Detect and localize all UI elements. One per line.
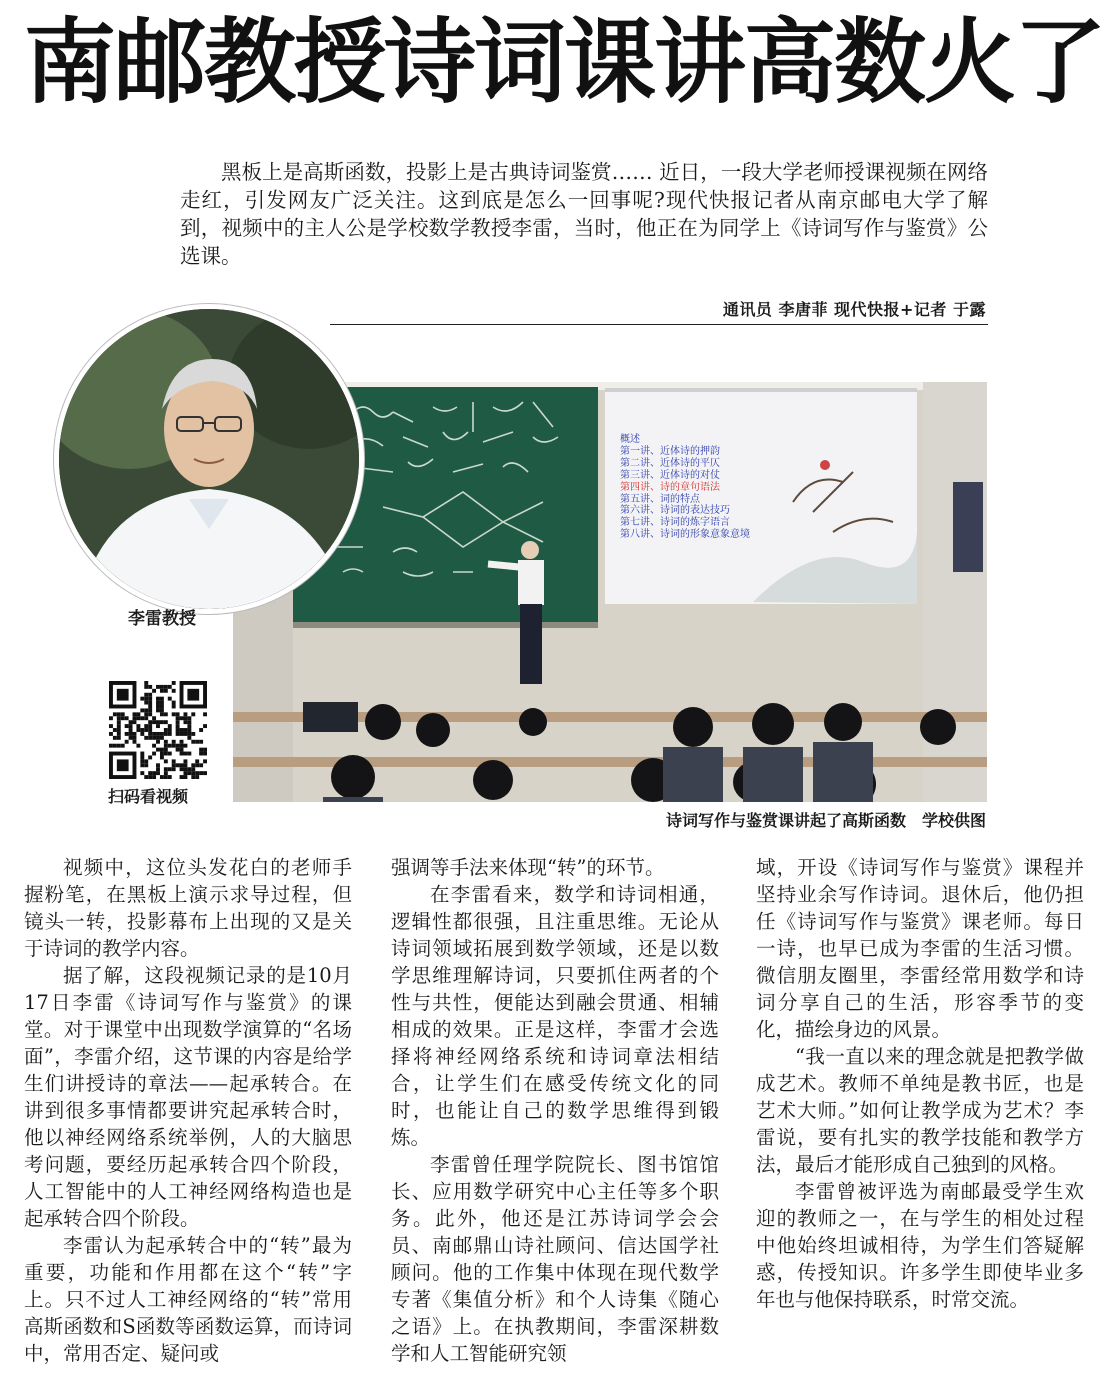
caption-qr: 扫码看视频 bbox=[108, 787, 189, 806]
body-column-3 bbox=[756, 854, 1084, 1313]
column-1-paragraph-3: 李雷认为起承转合中的“转”最为重要，功能和作用都在这个“转”字上。只不过人工神经网络的“转”常用高斯函数和S函数等函数运算，而诗词中，常用否定、疑问或 bbox=[24, 1234, 352, 1365]
lede: 黑板上是高斯函数，投影上是古典诗词鉴赏…… 近日，一段大学老师授课视频在网络走红，引发网友广泛关注。这到底是怎么一回事呢?现代快报记者从南京邮电大学了解到，视频中的主人公是学校数学教授李雷，当时，他正在为同学上《诗词写作与鉴赏》公选课。 bbox=[180, 160, 988, 268]
column-3-paragraph-1: 域，开设《诗词写作与鉴赏》课程并坚持业余写作诗词。退休后，他仍担任《诗词写作与鉴赏》课老师。每日一诗，也早已成为李雷的生活习惯。微信朋友圈里，李雷经常用数学和诗词分享自己的生活，形容季节的变化，描绘身边的风景。 bbox=[756, 856, 1084, 1041]
slide-items bbox=[620, 446, 820, 541]
slide-item: 第四讲、诗的章句语法 bbox=[620, 481, 720, 493]
column-2-paragraph-3: 李雷曾任理学院院长、图书馆馆长、应用数学研究中心主任等多个职务。此外，他还是江苏诗词学会会员、南邮鼎山诗社顾问、信达国学社顾问。他的工作集中体现在现代数学专著《集值分析》和个人诗集《随心之语》上。在执教期间，李雷深耕数学和人工智能研究领 bbox=[391, 1153, 719, 1365]
column-2-paragraph-2: 在李雷看来，数学和诗词相通，逻辑性都很强，且注重思维。无论从诗词领域拓展到数学领域，还是以数学思维理解诗词，只要抓住两者的个性与共性，便能达到融会贯通、相辅相成的效果。正是这样，李雷才会选择将神经网络系统和诗词章法相结合，让学生们在感受传统文化的同时，也能让自己的数学思维得到锻炼。 bbox=[391, 883, 719, 1149]
portrait-illustration bbox=[59, 309, 359, 609]
body-column-2 bbox=[391, 854, 719, 1367]
slide-item: 第八讲、诗词的形象意象意境 bbox=[620, 529, 750, 541]
column-3-paragraph-2: “我一直以来的理念就是把教学做成艺术。教师不单纯是教书匠，也是艺术大师。”如何让教学成为艺术？李雷说，要有扎实的教学技能和教学方法，最后才能形成自己独到的风格。 bbox=[756, 1045, 1084, 1176]
slide-item: 第六讲、诗词的表达技巧 bbox=[620, 505, 730, 517]
slide-item: 第五讲、词的特点 bbox=[620, 493, 700, 505]
projector-slide bbox=[620, 434, 820, 541]
byline-rule bbox=[330, 324, 988, 325]
column-1-paragraph-1: 视频中，这位头发花白的老师手握粉笔，在黑板上演示求导过程，但镜头一转，投影幕布上出现的又是关于诗词的教学内容。 bbox=[24, 856, 352, 960]
byline: 通讯员 李唐菲 现代快报+记者 于露 bbox=[722, 300, 986, 319]
qr-code[interactable] bbox=[109, 681, 207, 779]
column-3-paragraph-3: 李雷曾被评选为南邮最受学生欢迎的教师之一，在与学生的相处过程中他始终坦诚相待，为学生们答疑解惑，传授知识。许多学生即使毕业多年也与他保持联系，时常交流。 bbox=[756, 1180, 1084, 1311]
column-1-paragraph-2: 据了解，这段视频记录的是10月17日李雷《诗词写作与鉴赏》的课堂。对于课堂中出现数学演算的“名场面”，李雷介绍，这节课的内容是给学生们讲授诗的章法——起承转合。在讲到很多事情都要讲究起承转合时，他以神经网络系统举例，人的大脑思考问题，要经历起承转合四个阶段，人工智能中的人工神经网络构造也是起承转合四个阶段。 bbox=[24, 964, 352, 1230]
slide-title: 概述 bbox=[620, 434, 640, 445]
caption-professor: 李雷教授 bbox=[128, 609, 196, 629]
slide-item: 第二讲、近体诗的平仄 bbox=[620, 457, 720, 469]
headline: 南邮教授诗词课讲高数火了 bbox=[24, 9, 1105, 116]
slide-item: 第七讲、诗词的炼字语言 bbox=[620, 517, 730, 529]
slide-item: 第一讲、近体诗的押韵 bbox=[620, 445, 720, 457]
body-column-1 bbox=[24, 854, 352, 1367]
slide-item: 第三讲、近体诗的对仗 bbox=[620, 469, 720, 481]
caption-photo: 诗词写作与鉴赏课讲起了高斯函数 学校供图 bbox=[665, 811, 986, 830]
professor-portrait bbox=[54, 304, 364, 614]
column-2-paragraph-1: 强调等手法来体现“转”的环节。 bbox=[391, 856, 665, 879]
